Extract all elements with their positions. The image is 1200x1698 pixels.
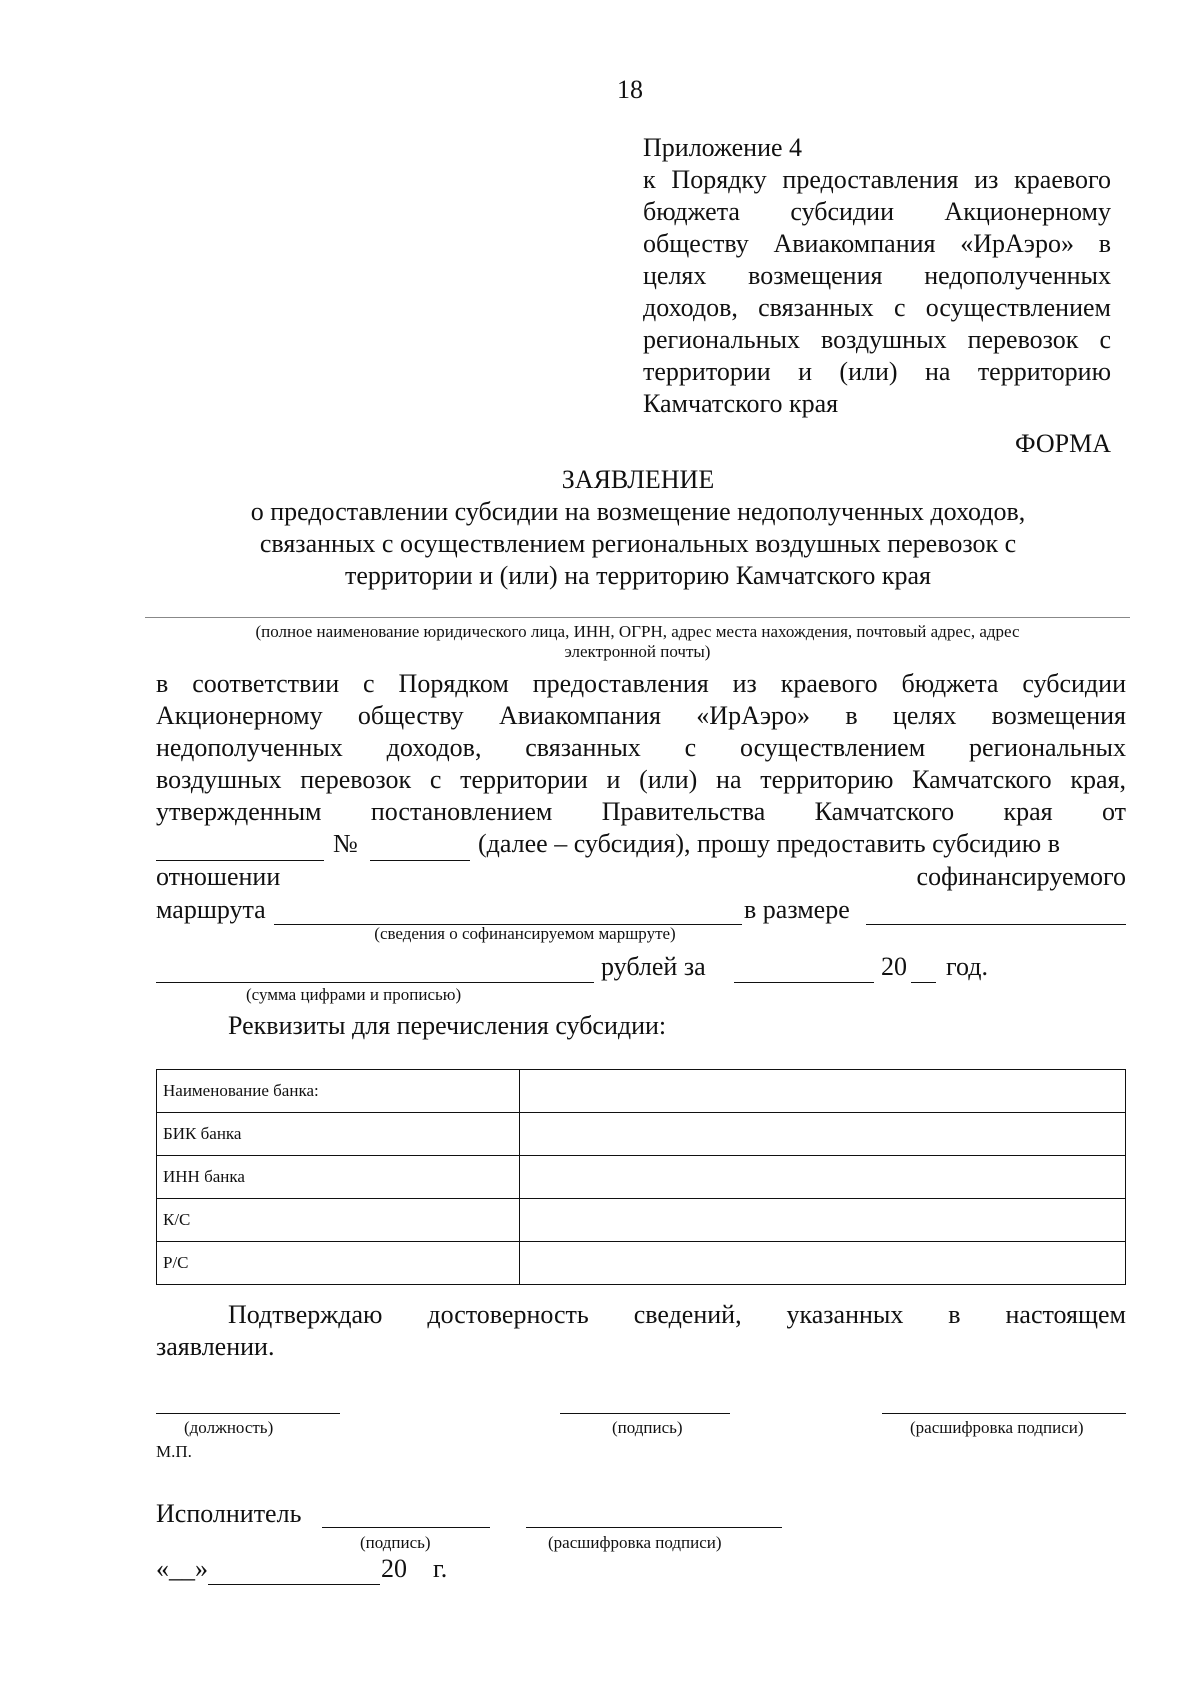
- doc-subtitle: [100, 496, 1176, 592]
- requisite-value-cell[interactable]: [520, 1156, 1126, 1199]
- appendix-line: региональных воздушных перевозок с: [643, 325, 1111, 354]
- appendix-line: целях возмещения недополученных: [643, 261, 1111, 290]
- body-paragraph: [156, 668, 1126, 828]
- appendix-line: бюджета субсидии Акционерному: [643, 197, 1111, 226]
- page-number: 18: [617, 75, 643, 104]
- applicant-name-line[interactable]: [145, 617, 1130, 618]
- body-line: Акционерному обществу Авиакомпания «ИрАэро» в целях возмещения: [156, 701, 1126, 730]
- line8-right: в размере: [744, 895, 850, 924]
- appendix-title: Приложение 4: [643, 133, 803, 162]
- executor-decoding-caption: (расшифровка подписи): [548, 1533, 722, 1552]
- body-line: утвержденным постановлением Правительства Камчатского края от: [156, 797, 1126, 826]
- position-field[interactable]: [156, 1413, 340, 1414]
- sum-caption: (сумма цифрами и прописью): [246, 985, 462, 1004]
- applicant-caption: [145, 622, 1130, 662]
- doc-title: ЗАЯВЛЕНИЕ: [561, 465, 715, 494]
- subtitle-line: связанных с осуществлением региональных воздушных перевозок с: [259, 529, 1017, 558]
- line7-right: софинансируемого: [916, 862, 1126, 891]
- year-suffix: год.: [946, 952, 988, 981]
- table-row: [157, 1156, 1126, 1199]
- requisite-label: Наименование банка:: [157, 1070, 520, 1113]
- executor-decoding-field[interactable]: [526, 1527, 782, 1528]
- table-row: [157, 1199, 1126, 1242]
- body-line: в соответствии с Порядком предоставления из краевого бюджета субсидии: [156, 669, 1126, 698]
- decoding-field[interactable]: [882, 1413, 1126, 1414]
- confirm-line: заявлении.: [156, 1332, 275, 1361]
- table-row: [157, 1070, 1126, 1113]
- year-field[interactable]: [911, 982, 936, 983]
- year-prefix: 20: [881, 952, 907, 981]
- requisite-label: ИНН банка: [157, 1156, 520, 1199]
- requisite-label: К/С: [157, 1199, 520, 1242]
- executor-signature-caption: (подпись): [360, 1533, 431, 1552]
- form-label: ФОРМА: [1015, 429, 1111, 458]
- date-quotes: «__»: [156, 1554, 208, 1583]
- table-row: [157, 1113, 1126, 1156]
- body-line: недополученных доходов, связанных с осуществлением региональных: [156, 733, 1126, 762]
- executor-label: Исполнитель: [156, 1499, 302, 1528]
- appendix-block: [643, 132, 1111, 420]
- date-month-field[interactable]: [208, 1584, 380, 1585]
- executor-signature-field[interactable]: [322, 1527, 490, 1528]
- appendix-line: доходов, связанных с осуществлением: [643, 293, 1111, 322]
- requisite-label: Р/С: [157, 1242, 520, 1285]
- subtitle-line: о предоставлении субсидии на возмещение недополученных доходов,: [250, 497, 1026, 526]
- subtitle-line: территории и (или) на территорию Камчатского края: [345, 561, 931, 590]
- appendix-line: обществу Авиакомпания «ИрАэро» в: [643, 229, 1111, 258]
- signature-field[interactable]: [560, 1413, 730, 1414]
- decoding-caption: (расшифровка подписи): [910, 1418, 1084, 1437]
- number-sign: №: [333, 829, 358, 858]
- rubles-label: рублей за: [601, 952, 706, 981]
- confirm-line: Подтверждаю достоверность сведений, указанных в настоящем: [228, 1300, 1126, 1329]
- requisite-value-cell[interactable]: [520, 1242, 1126, 1285]
- amount-field[interactable]: [866, 924, 1126, 925]
- table-row: [157, 1242, 1126, 1285]
- applicant-caption-line: (полное наименование юридического лица, ИНН, ОГРН, адрес места нахождения, почтовый адрес, адрес: [255, 622, 1020, 641]
- decree-number-field[interactable]: [370, 860, 470, 861]
- line8-left: маршрута: [156, 895, 266, 924]
- appendix-line: Камчатского края: [643, 389, 839, 418]
- applicant-caption-line: электронной почты): [564, 642, 711, 661]
- date-year: 20 г.: [381, 1554, 448, 1583]
- signature-caption: (подпись): [612, 1418, 683, 1437]
- sum-field[interactable]: [156, 982, 594, 983]
- requisites-table: [156, 1069, 1126, 1285]
- line6-text: (далее – субсидия), прошу предоставить субсидию в: [478, 829, 1060, 858]
- position-caption: (должность): [184, 1418, 274, 1437]
- requisite-value-cell[interactable]: [520, 1199, 1126, 1242]
- body-line: воздушных перевозок с территории и (или) на территорию Камчатского края,: [156, 765, 1126, 794]
- requisite-value-cell[interactable]: [520, 1113, 1126, 1156]
- appendix-line: территории и (или) на территорию: [643, 357, 1111, 386]
- appendix-line: к Порядку предоставления из краевого: [643, 165, 1111, 194]
- route-caption: (сведения о софинансируемом маршруте): [374, 924, 676, 943]
- requisite-value-cell[interactable]: [520, 1070, 1126, 1113]
- requisites-heading: Реквизиты для перечисления субсидии:: [228, 1011, 667, 1040]
- stamp-label: М.П.: [156, 1442, 192, 1461]
- line7-left: отношении: [156, 862, 281, 891]
- requisite-label: БИК банка: [157, 1113, 520, 1156]
- period-field[interactable]: [734, 982, 874, 983]
